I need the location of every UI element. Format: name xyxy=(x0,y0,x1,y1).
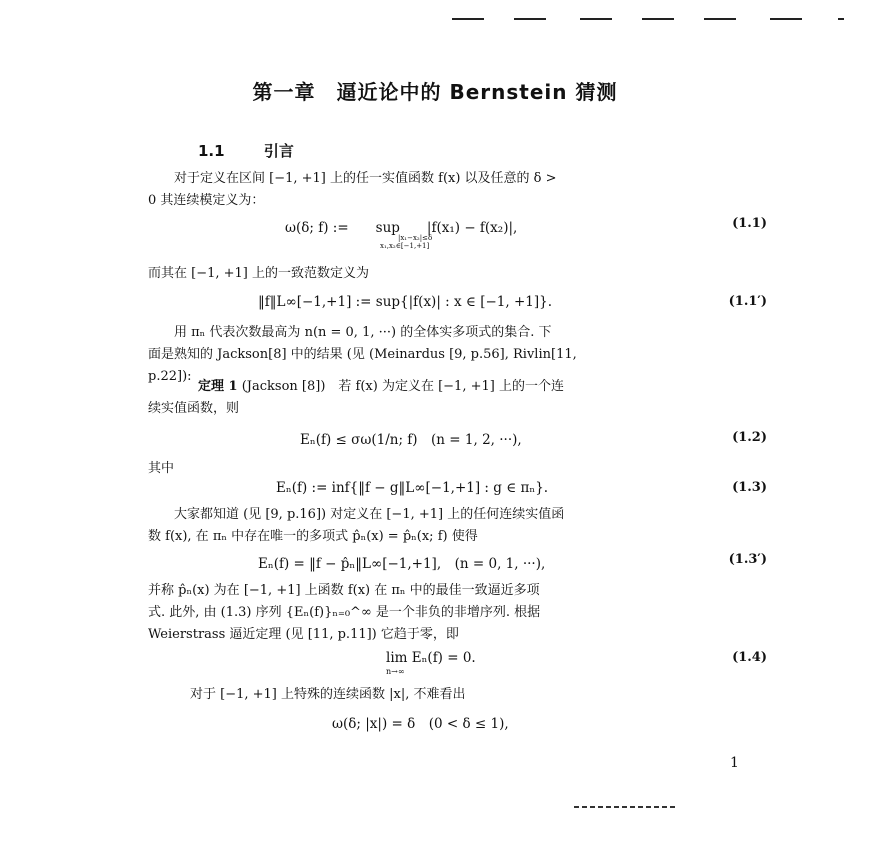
paragraph-line: p.22]): xyxy=(148,369,192,384)
header-dash xyxy=(452,18,484,20)
paragraph-line: 数 f(x), 在 πₙ 中存在唯一的多项式 p̂ₙ(x) = p̂ₙ(x; f) 使得 xyxy=(148,529,478,544)
equation-number: (1.3) xyxy=(732,480,767,495)
paragraph-line: 其中 xyxy=(148,461,175,476)
header-dash xyxy=(838,18,844,20)
equation-number: (1.4) xyxy=(732,650,767,665)
section-heading xyxy=(198,140,294,161)
paragraph-line: 式. 此外, 由 (1.3) 序列 {Eₙ(f)}ₙ₌₀^∞ 是一个非负的非增序列. 根据 xyxy=(148,605,541,620)
equation-number: (1.1′) xyxy=(728,294,767,309)
paragraph-line: 续实值函数，则 xyxy=(148,401,240,416)
footer-mark xyxy=(574,806,678,808)
paragraph-line: Weierstrass 逼近定理 (见 [11, p.11]) 它趋于零，即 xyxy=(148,627,459,642)
equation-subscript: x₁,x₂∈[−1,+1] xyxy=(380,242,430,250)
equation-1-2: Eₙ(f) ≤ σω(1/n; f) (n = 1, 2, ···), xyxy=(300,432,522,448)
page-number: 1 xyxy=(730,755,739,771)
header-dash xyxy=(580,18,612,20)
equation-number: (1.1) xyxy=(732,216,767,231)
equation-1-4: lim Eₙ(f) = 0. xyxy=(386,650,476,666)
equation-1-5: ω(δ; |x|) = δ (0 < δ ≤ 1), xyxy=(332,716,509,732)
header-dash xyxy=(642,18,674,20)
section-number: 1.1 xyxy=(198,142,225,160)
paragraph-line: 对于定义在区间 [−1, +1] 上的任一实值函数 f(x) 以及任意的 δ > xyxy=(148,171,557,186)
theorem-label: 定理 1 xyxy=(198,379,238,394)
equation-1-1-prime: ‖f‖L∞[−1,+1] := sup{|f(x)| : x ∈ [−1, +1]}. xyxy=(258,294,552,310)
theorem-text: (Jackson [8]) 若 f(x) 为定义在 [−1, +1] 上的一个连 xyxy=(241,379,564,394)
paragraph-line: 面是熟知的 Jackson[8] 中的结果 (见 (Meinardus [9, p.56], Rivlin[11, xyxy=(148,347,577,362)
equation-number: (1.2) xyxy=(732,430,767,445)
paragraph-line: 并称 p̂ₙ(x) 为在 [−1, +1] 上函数 f(x) 在 πₙ 中的最佳一致逼近多项 xyxy=(148,583,540,598)
header-dash xyxy=(770,18,802,20)
theorem-line xyxy=(198,376,818,398)
equation-subscript: n→∞ xyxy=(386,667,405,676)
equation-1-3: Eₙ(f) := inf{‖f − g‖L∞[−1,+1] : g ∈ πₙ}. xyxy=(276,480,549,496)
paragraph-line: 大家都知道 (见 [9, p.16]) 对定义在 [−1, +1] 上的任何连续实值函 xyxy=(148,507,565,522)
paragraph-line: 而其在 [−1, +1] 上的一致范数定义为 xyxy=(148,266,370,281)
paragraph-line: 用 πₙ 代表次数最高为 n(n = 0, 1, ···) 的全体实多项式的集合. 下 xyxy=(148,325,552,340)
equation-1-1: ω(δ; f) := sup |f(x₁) − f(x₂)|, xyxy=(285,220,518,236)
paragraph-line: 对于 [−1, +1] 上特殊的连续函数 |x|, 不难看出 xyxy=(190,687,466,702)
equation-number: (1.3′) xyxy=(728,552,767,567)
section-title: 引言 xyxy=(263,142,294,160)
equation-subscript: |x₁−x₂|≤δ xyxy=(398,234,433,242)
paragraph-line: 0 其连续模定义为： xyxy=(148,193,265,208)
header-dash xyxy=(704,18,736,20)
header-dash xyxy=(514,18,546,20)
equation-1-3-prime: Eₙ(f) = ‖f − p̂ₙ‖L∞[−1,+1], (n = 0, 1, ···), xyxy=(258,556,546,572)
chapter-title: 第一章 逼近论中的 Bernstein 猜测 xyxy=(252,80,618,104)
